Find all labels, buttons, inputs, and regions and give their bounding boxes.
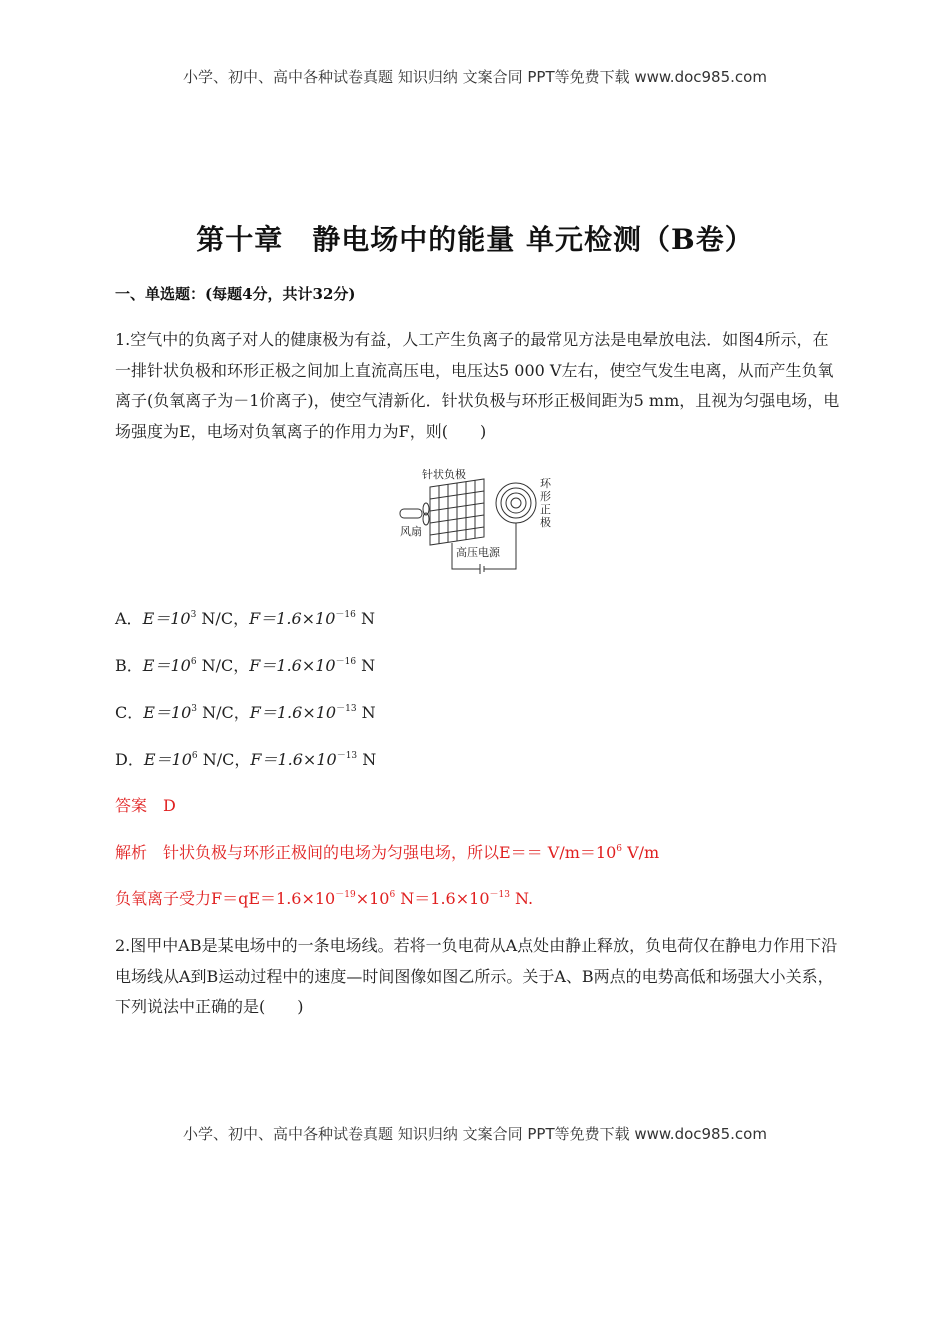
analysis-exp: 6	[616, 844, 622, 854]
option-f-unit: N	[355, 609, 375, 628]
option-b	[115, 653, 375, 676]
option-e: E＝10	[142, 656, 191, 675]
ring-label-char: 环	[540, 477, 551, 490]
analysis-text: 负氧离子受力F＝qE＝1.6×10	[115, 889, 336, 908]
option-e: E＝10	[143, 703, 192, 722]
question-1-text: 1.空气中的负离子对人的健康极为有益，人工产生负离子的最常见方法是电晕放电法．如图4所示，在一排针状负极和环形正极之间加上直流高压电，电压达5 000 V左右，使空气发生电离，从而产生负氧离子(负氧离子为－1价离子)，使空气清新化．针状负极与环形正极间距为5 mm，且视为匀强电场，电场强度为E，电场对负氧离子的作用力为F，则( )	[115, 330, 840, 441]
option-e-unit: N/C，	[197, 750, 251, 769]
ring-label-char: 形	[540, 490, 551, 503]
option-a	[115, 606, 375, 629]
option-e: E＝10	[142, 609, 191, 628]
analysis-exp: －13	[489, 890, 510, 900]
option-letter: B．	[115, 656, 143, 675]
analysis-text-end: V/m	[621, 843, 660, 862]
option-f: F＝1.6×10	[249, 609, 336, 628]
option-e-exp: 3	[191, 704, 198, 714]
needle-grid	[430, 479, 484, 545]
option-f-unit: N	[357, 750, 377, 769]
ring-electrode-icon	[496, 483, 536, 523]
option-e: E＝10	[143, 750, 192, 769]
power-label: 高压电源	[456, 546, 500, 559]
option-f-unit: N	[356, 656, 376, 675]
option-c	[115, 700, 376, 723]
page-header: 小学、初中、高中各种试卷真题 知识归纳 文案合同 PPT等免费下载 www.doc985.com	[183, 68, 767, 86]
option-e-exp: 6	[190, 657, 197, 667]
ring-label-char: 极	[540, 516, 551, 529]
needle-label: 针状负极	[422, 468, 466, 481]
ring-label-char: 正	[540, 503, 551, 516]
analysis-text: 解析 针状负极与环形正极间的电场为匀强电场，所以E＝＝ V/m＝10	[115, 843, 617, 862]
option-f-exp: －16	[335, 657, 357, 667]
analysis-text-end: N.	[509, 889, 534, 908]
ring-label	[540, 477, 552, 529]
option-f-exp: －13	[336, 704, 357, 714]
option-letter: A．	[115, 609, 143, 628]
option-d	[115, 747, 376, 770]
analysis-text: ×10	[355, 889, 390, 908]
question-2-text: 2.图甲中AB是某电场中的一条电场线。若将一负电荷从A点处由静止释放，负电荷仅在静电力作用下沿电场线从A到B运动过程中的速度—时间图像如图乙所示。关于A、B两点的电势高低和场强大小关系，下列说法中正确的是( )	[115, 936, 838, 1016]
option-f-exp: －13	[336, 751, 358, 761]
analysis-exp: 6	[389, 890, 396, 900]
option-f-unit: N	[356, 703, 376, 722]
option-letter: C．	[115, 703, 144, 722]
option-e-exp: 6	[191, 751, 198, 761]
option-e-exp: 3	[190, 610, 197, 620]
option-f: F＝1.6×10	[250, 750, 337, 769]
option-f: F＝1.6×10	[249, 703, 337, 722]
page-footer: 小学、初中、高中各种试卷真题 知识归纳 文案合同 PPT等免费下载 www.doc985.com	[183, 1125, 767, 1143]
option-e-unit: N/C，	[196, 609, 250, 628]
fan-icon	[400, 503, 429, 525]
option-e-unit: N/C，	[197, 703, 250, 722]
option-f-exp: －16	[335, 610, 356, 620]
option-f: F＝1.6×10	[249, 656, 336, 675]
section-heading: 一、单选题：(每题4分，共计32分)	[115, 285, 356, 303]
answer-line: 答案 D	[115, 796, 176, 815]
analysis-exp: －19	[335, 890, 356, 900]
analysis-line-1	[115, 840, 659, 863]
corona-discharge-figure	[392, 465, 562, 577]
page-title: 第十章 静电场中的能量 单元检测（B卷）	[196, 223, 754, 256]
analysis-line-2	[115, 886, 533, 909]
option-e-unit: N/C，	[196, 656, 250, 675]
option-letter: D．	[115, 750, 144, 769]
analysis-text: N＝1.6×10	[395, 889, 490, 908]
fan-label: 风扇	[400, 525, 422, 538]
